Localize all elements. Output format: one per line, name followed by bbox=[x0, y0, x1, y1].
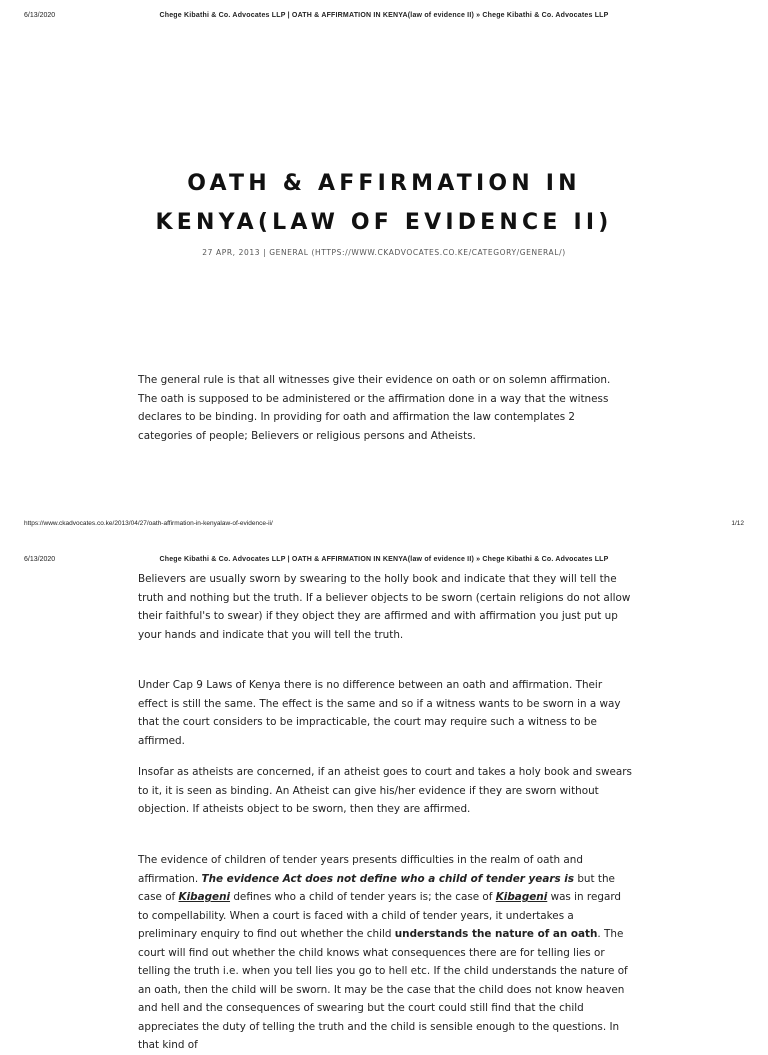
case-name-kibageni: Kibageni bbox=[178, 891, 231, 903]
document-title-2: Chege Kibathi & Co. Advocates LLP | OATH & AFFIRMATION IN KENYA(law of evidence II) » Chege Kibathi & Co. Advocates LLP bbox=[159, 556, 609, 563]
page-number: 1/12 bbox=[731, 520, 744, 527]
case-name-kibageni: Kibageni bbox=[495, 891, 548, 903]
footer-url: https://www.ckadvocates.co.ke/2013/04/27/oath-affirmation-in-kenyalaw-of-evidence-ii/ bbox=[24, 520, 273, 527]
paragraph-3: Under Cap 9 Laws of Kenya there is no difference between an oath and affirmation. Their effect is still the same. The effect is the same and so if a witness wants to be sworn in a way that the court considers to be impracticable, the court may require such a witness to be affirmed. bbox=[138, 679, 621, 747]
p5-emphasis: understands the nature of an oath bbox=[394, 928, 598, 940]
post-title bbox=[0, 164, 768, 242]
paragraph-2: Believers are usually sworn by swearing to the holly book and indicate that they will tell the truth and nothing but the truth. If a believer objects to be sworn (certain religions do not allow their faithful's to swear) if they object they are affirmed and with affirmation you just put up your hands and indicate that you will tell the truth. bbox=[138, 573, 631, 641]
print-date: 6/13/2020 bbox=[24, 12, 56, 19]
paragraph-1: The general rule is that all witnesses give their evidence on oath or on solemn affirmation. The oath is supposed to be administered or the affirmation done in a way that the witness declares to be binding. In providing for oath and affirmation the law contemplates 2 categories of people; Believers or religious persons and Atheists. bbox=[138, 374, 611, 442]
page-header-2 bbox=[0, 556, 768, 570]
p5-text: was in regard to compellability. When a court is faced with a child of tender years, it undertakes a preliminary enquiry to find out whether the child bbox=[138, 891, 622, 940]
p5-text: but the case of bbox=[138, 872, 615, 903]
paragraph-5 bbox=[138, 851, 632, 1055]
p5-text: defines who a child of tender years is; the case of bbox=[230, 891, 496, 903]
p5-text: . The court will find out whether the child knows what consequences there are for telling lies or telling the truth i.e. when you tell lies you go to hell etc. If the child understands the nature of an oath, then the child will be sworn. It may be the case that the child does not know heaven and hell and the consequences of swearing but the court could still find that the child appreciates the duty of telling the truth and the child is sensible enough to the questions. In that kind of bbox=[138, 928, 628, 1051]
page-footer bbox=[0, 520, 768, 534]
p5-text: The evidence of children of tender years presents difficulties in the realm of oath and affirmation. bbox=[138, 854, 583, 885]
page-header bbox=[0, 12, 768, 26]
post-meta: 27 APR, 2013 | GENERAL (HTTPS://WWW.CKADVOCATES.CO.KE/CATEGORY/GENERAL/) bbox=[202, 248, 566, 257]
post-title-line-1: OATH & AFFIRMATION IN bbox=[187, 171, 581, 196]
paragraph-4: Insofar as atheists are concerned, if an atheist goes to court and takes a holy book and swears to it, it is seen as binding. An Atheist can give his/her evidence if they are sworn without objection. If atheists object to be sworn, then they are affirmed. bbox=[138, 766, 632, 815]
post-title-line-2: KENYA(LAW OF EVIDENCE II) bbox=[155, 210, 613, 235]
print-date-2: 6/13/2020 bbox=[24, 556, 56, 563]
document-title: Chege Kibathi & Co. Advocates LLP | OATH & AFFIRMATION IN KENYA(law of evidence II) » Chege Kibathi & Co. Advocates LLP bbox=[159, 12, 609, 19]
p5-emphasis: The evidence Act does not define who a child of tender years is bbox=[201, 872, 575, 885]
